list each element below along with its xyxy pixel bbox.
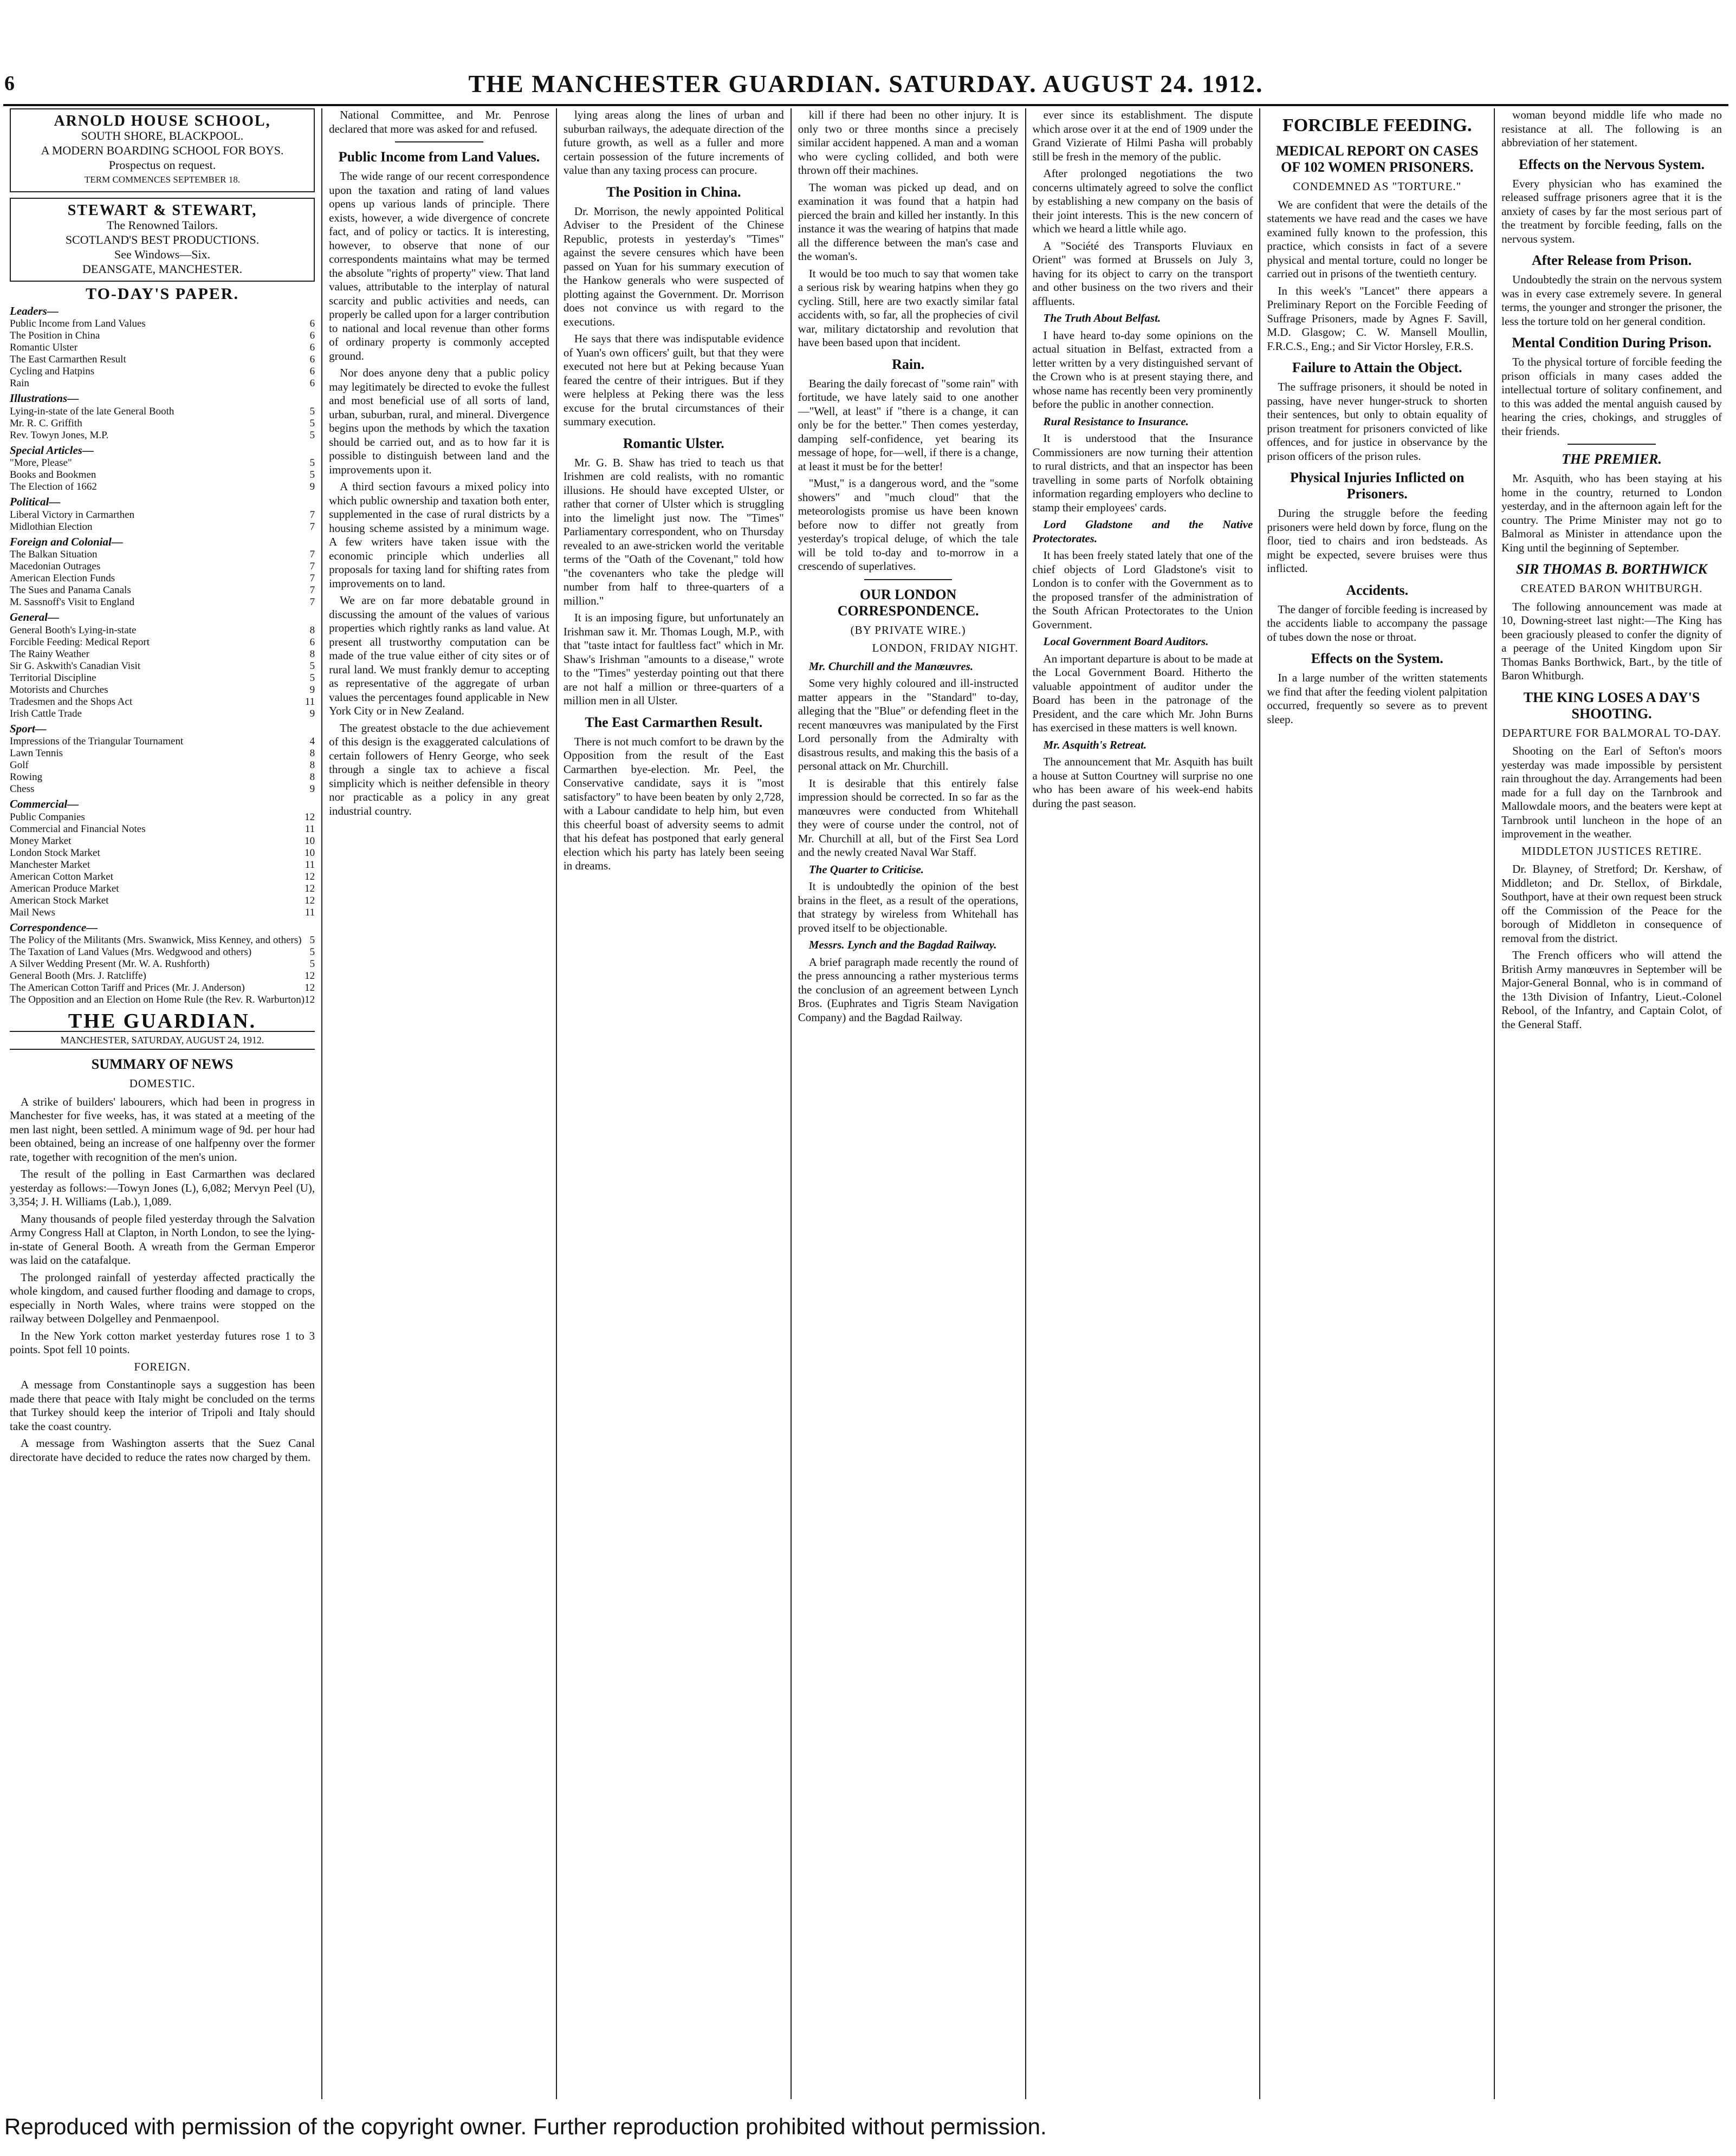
article-intro: National Committee, and Mr. Penrose declared that more was asked for and refused. (329, 108, 549, 135)
contents-item (10, 895, 315, 907)
contents-item-page: 7 (309, 509, 315, 521)
article-paragraph: The wide range of our recent correspondence upon the taxation and rating of land values opens up various lands of principle. There exists, however, a wide divergence of concrete fact, and of policy or tactics. It is interesting, however, to observe that none of our correspondents maintains what may be termed the absolute "rights of property" view. That land values, attributable to the interplay of natural scarcity and public activities and needs, can properly be called upon for a larger contribution to national and local revenue than other forms of ordinary property is commonly accepted ground. (329, 170, 549, 362)
ad-line: TERM COMMENCES SEPTEMBER 18. (84, 174, 241, 185)
contents-item-page: 7 (309, 549, 315, 560)
column-2 (322, 108, 557, 2099)
contents-item (10, 637, 315, 648)
article-paragraph: There is not much comfort to be drawn by the Opposition from the result of the East Carmarthen bye-election. Mr. Peel, the Conservative candidate, says it is "most satisfactory" to have been beaten by only 2,728, with a Labour candidate to help him, but even this cheerful boast of adversity seems to admit that his defeat has postponed that early general election which his party has lately been seeing in dreams. (563, 735, 784, 872)
article-paragraph: We are confident that were the details of the statements we have read and the cases we have examined fully known to the profession, this practice, which consists in fact of a severe physical and mental torture, could no longer be carried out in prisons of the twentieth century. (1267, 198, 1488, 280)
section-heading: Lord Gladstone and the Native Protectorates. (1032, 518, 1253, 545)
contents-item-label: American Election Funds (10, 573, 115, 584)
contents-item-label: Impressions of the Triangular Tournament (10, 736, 184, 747)
contents-item (10, 457, 315, 469)
contents-item (10, 342, 315, 354)
section-heading: Failure to Attain the Object. (1292, 360, 1462, 375)
article-heading-carmarthen: The East Carmarthen Result. (585, 714, 763, 730)
contents-item-page: 11 (305, 823, 315, 835)
contents-item-label: Motorists and Churches (10, 684, 108, 696)
article-heading-premier: THE PREMIER. (1562, 451, 1662, 467)
contents-item (10, 366, 315, 378)
contents-item-page: 12 (305, 982, 315, 993)
contents-item-page: 6 (309, 366, 315, 377)
contents-item-label: Forcible Feeding: Medical Report (10, 636, 150, 648)
article-heading-forcible-feeding: FORCIBLE FEEDING. (1282, 115, 1472, 135)
contents-item-label: Books and Bookmen (10, 469, 96, 480)
divider (864, 579, 953, 580)
contents-item-label: General Booth's Lying-in-state (10, 624, 137, 636)
column-4 (792, 108, 1026, 2099)
contents-item-label: Chess (10, 783, 35, 795)
article-paragraph: In a large number of the written statements we find that after the feeding violent palpitation occurred, frequently so severe as to prevent sleep. (1267, 671, 1488, 726)
contents-item (10, 907, 315, 919)
ad-line: SOUTH SHORE, BLACKPOOL. (81, 129, 244, 142)
contents-item (10, 648, 315, 660)
summary-sub: DOMESTIC. (129, 1077, 196, 1090)
article-heading-london-correspondence: OUR LONDON CORRESPONDENCE. (837, 586, 979, 619)
article-paragraph: Every physician who has examined the released suffrage prisoners agree that it is the anxiety of cases by far the most serious part of the treatment by forcible feeding, falls on the nervous system. (1501, 177, 1722, 245)
contents-heading: TO-DAY'S PAPER. (86, 285, 239, 303)
article-paragraph: The following announcement was made at 10, Downing-street last night:—The King has been graciously pleased to confer the dignity of a peerage of the United Kingdom upon Sir Thomas Banks Borthwick, Bart., by the title of Baron Whitburgh. (1501, 600, 1722, 682)
page-number: 6 (4, 72, 15, 95)
contents-item-label: The Position in China (10, 330, 100, 341)
contents-item (10, 847, 315, 859)
contents-item-page: 12 (305, 970, 315, 982)
contents-item (10, 430, 315, 441)
ad-line: The Renowned Tailors. (106, 218, 218, 232)
contents-item (10, 736, 315, 748)
contents-item-page: 5 (309, 660, 315, 672)
contents-item-page: 8 (309, 771, 315, 783)
contents-item-page: 7 (309, 521, 315, 532)
section-heading: Rural Resistance to Insurance. (1043, 414, 1189, 428)
contents-item (10, 469, 315, 481)
article-paragraph: Bearing the daily forecast of "some rain" with fortitude, we have lately said to one another—"Well, at least" if "there is a change, it can only be for the better." Then comes yesterday, damping self-confidence, yet bearing its message of hope, for—well, if there is a change, at least it must be for the better! (798, 376, 1019, 473)
contents-item-page: 12 (305, 811, 315, 823)
contents-item-page: 9 (309, 707, 315, 719)
article-paragraph: During the struggle before the feeding prisoners were held down by force, flung on the floor, tied to chairs and iron bedsteads. As might be expected, severe bruises were thus inflicted. (1267, 506, 1488, 575)
contents-item (10, 406, 315, 418)
contents-item-label: The Policy of the Militants (Mrs. Swanwick, Miss Kenney, and others) (10, 934, 302, 946)
ad-line: Prospectus on request. (108, 158, 216, 172)
section-heading: The Truth About Belfast. (1043, 311, 1161, 324)
copyright-notice: Reproduced with permission of the copyright owner. Further reproduction prohibited without permission. (4, 2114, 1047, 2139)
contents-item-label: The Balkan Situation (10, 549, 98, 560)
article-paragraph: The French officers who will attend the British Army manœuvres in September will be Major-General Bonnal, who is in command of the 13th Division of Infantry, Lieut.-Colonel Rebool, of the Infantry, and Captain Colot, of the General Staff. (1501, 949, 1722, 1031)
contents-item (10, 481, 315, 493)
contents-item-page: 5 (309, 417, 315, 429)
article-heading-king-shooting: THE KING LOSES A DAY'S SHOOTING. (1523, 689, 1700, 722)
article-paragraph: The suffrage prisoners, it should be noted in passing, have never hunger-struck to shorten their sentences, but only to obtain equality of prison treatment for prisoners convicted of like offences, and for justice in observance by the prison officers of the prison rules. (1267, 380, 1488, 463)
contents-item-page: 5 (309, 672, 315, 684)
article-paragraph: After prolonged negotiations the two concerns ultimately agreed to solve the conflict by establishing a new company on the basis of their joint interests. This is the new concern of which we heard a little while ago. (1032, 167, 1253, 235)
contents-item-page: 8 (309, 624, 315, 636)
contents-item-label: Rain (10, 378, 29, 389)
contents-item-page: 9 (309, 481, 315, 492)
contents-category: Sport— (10, 722, 47, 735)
article-paragraph: Mr. G. B. Shaw has tried to teach us that Irishmen are cold realists, with no romantic illusions. He should have excepted Ulster, or rather that corner of Ulster which is struggling into the limelight just now. The "Times" Parliamentary correspondent, who on Thursday revealed to an awe-stricken world the veritable terms of the "Oath of the Covenant," told how "the covenanters who take the pledge will number from half to three-quarters of a million." (563, 456, 784, 607)
ad-arnold-house (10, 108, 315, 192)
contents-item (10, 970, 315, 982)
contents-item-label: Lawn Tennis (10, 748, 63, 759)
foreign-paragraph: A message from Washington asserts that the Suez Canal directorate have decided to reduce the rates now charged by them. (10, 1437, 315, 1464)
column-5 (1026, 108, 1261, 2099)
article-paragraph: It has been freely stated lately that one of the chief objects of Lord Gladstone's visit to London is to confer with the Government as to the proposed transfer of the administration of the South African Protectorates to the Union Government. (1032, 549, 1253, 631)
contents-item-label: The Sues and Panama Canals (10, 585, 131, 596)
article-paragraph: It is desirable that this entirely false impression should be corrected. In so far as the manœuvres were conducted from Whitehall they were of course under the control, not of Mr. Churchill at all, but of the First Sea Lord and the newly created Naval War Staff. (798, 776, 1019, 859)
guardian-date-line: MANCHESTER, SATURDAY, AUGUST 24, 1912. (10, 1031, 315, 1050)
divider (1567, 444, 1656, 445)
contents-category: Illustrations— (10, 392, 79, 405)
article-paragraph: An important departure is about to be made at the Local Government Board. Hitherto the valuable appointment of auditor under the Board has been in the patronage of the President, and the care which Mr. John Burns has exercised in these matters is well known. (1032, 652, 1253, 734)
article-paragraph: Some very highly coloured and ill-instructed matter appears in the "Standard" to-day, alleging that the "Blue" or defending fleet in the recent manœuvres was manipulated by the First Lord personally from the Admiralty with disastrous results, and making this the basis of a personal attack on Mr. Churchill. (798, 677, 1019, 772)
contents-category: General— (10, 611, 59, 624)
contents-item-page: 7 (309, 561, 315, 572)
contents-item-page: 5 (309, 958, 315, 970)
summary-paragraph: Many thousands of people filed yesterday through the Salvation Army Congress Hall at Clapton, in North London, to see the lying-in-state of General Booth. A wreath from the German Emperor was laid on the catafalque. (10, 1212, 315, 1267)
contents-item-label: M. Sassnoff's Visit to England (10, 596, 135, 608)
contents-item (10, 883, 315, 895)
section-heading: Mental Condition During Prison. (1512, 335, 1712, 350)
contents-item-label: Mr. R. C. Griffith (10, 417, 82, 429)
article-heading-rain: Rain. (892, 356, 925, 372)
contents-item-page: 9 (309, 684, 315, 696)
contents-item-page: 6 (309, 636, 315, 648)
column-7 (1495, 108, 1728, 2099)
contents-item-label: The East Carmarthen Result (10, 354, 126, 365)
contents-item (10, 354, 315, 366)
summary-paragraph: The prolonged rainfall of yesterday affected practically the whole kingdom, and caused further flooding and damage to crops, especially in North Wales, where trains were stopped on the railway between Dolgelley and Penmaenpool. (10, 1270, 315, 1325)
section-heading: Messrs. Lynch and the Bagdad Railway. (808, 938, 997, 951)
article-subheading: DEPARTURE FOR BALMORAL TO-DAY. (1502, 726, 1721, 739)
ad-title: STEWART & STEWART, (67, 202, 257, 219)
masthead (0, 69, 1732, 102)
column-3 (557, 108, 792, 2099)
contents-item-page: 11 (305, 696, 315, 707)
contents-item-label: Territorial Discipline (10, 672, 96, 684)
article-paragraph: Dr. Morrison, the newly appointed Political Adviser to the President of the Chinese Republic, protests in yesterday's "Times" against the severe censures which have been passed on Yuan for his summary execution of the Hankow generals who were suspected of plotting against the Government. Dr. Morrison does not convince us with regard to the executions. (563, 204, 784, 328)
contents-item-label: London Stock Market (10, 847, 100, 859)
contents-item (10, 859, 315, 871)
contents-item (10, 660, 315, 672)
article-dateline: LONDON, FRIDAY NIGHT. (872, 641, 1019, 654)
section-heading: Effects on the System. (1311, 651, 1443, 666)
article-subheading: (BY PRIVATE WIRE.) (850, 623, 966, 637)
contents-item (10, 823, 315, 835)
contents-item (10, 418, 315, 430)
contents-item (10, 549, 315, 561)
article-paragraph: In this week's "Lancet" there appears a Preliminary Report on the Forcible Feeding of Suffrage Prisoners, made by Agnes F. Savill, M.D. Glasgow; C. W. Mansell Moullin, F.R.C.S., Eng.; and Sir Victor Horsley, F.R.S. (1267, 284, 1488, 353)
article-paragraph: A third section favours a mixed policy into which public ownership and taxation both enter, supplemented in the case of rural districts by a housing scheme assisted by a minimum wage. A few writers have taken issue with the economic principle which underlies all proposals for taxing land for shifting rates from improvements on to land. (329, 480, 549, 590)
contents-item-label: Money Market (10, 835, 72, 847)
contents-item (10, 871, 315, 883)
contents-item (10, 509, 315, 521)
contents-category: Correspondence— (10, 920, 98, 934)
contents-item (10, 672, 315, 684)
article-intro: ever since its establishment. The dispute which arose over it at the end of 1909 under the Grand Vizierate of Hilmi Pasha will probably still be fresh in the memory of the public. (1032, 108, 1253, 163)
article-heading-land-values: Public Income from Land Values. (338, 149, 540, 165)
contents-item-label: The American Cotton Tariff and Prices (Mr. J. Anderson) (10, 982, 245, 993)
contents-item-page: 12 (305, 894, 315, 906)
article-intro: lying areas along the lines of urban and suburban railways, the adequate direction of the future growth, as well as a fuller and more certain possession of the future increments of value than any taxing process can procure. (563, 108, 784, 177)
contents-item (10, 958, 315, 970)
article-heading-middleton: MIDDLETON JUSTICES RETIRE. (1521, 844, 1702, 858)
contents-category: Foreign and Colonial— (10, 535, 123, 548)
contents-item-page: 11 (305, 906, 315, 918)
article-subheading: MEDICAL REPORT ON CASES OF 102 WOMEN PRISONERS. (1275, 143, 1479, 175)
article-heading-borthwick: SIR THOMAS B. BORTHWICK (1516, 561, 1707, 577)
article-paragraph: We are on far more debatable ground in discussing the amount of the values of various properties which rightly ranks as land value. At present all trustworthy computation can be made of the true value either of city sites or of rural land. We must frankly demur to accepting as representative of the aggregate of urban values the percentages found applicable in New York City or in New Zealand. (329, 594, 549, 717)
article-intro: woman beyond middle life who made no resistance at all. The following is an abbreviation of her statement. (1501, 108, 1722, 149)
contents-item-label: The Rainy Weather (10, 648, 89, 660)
contents-item-page: 5 (309, 469, 315, 480)
contents-item-label: Midlothian Election (10, 521, 93, 532)
contents-item-page: 8 (309, 748, 315, 759)
contents-item-page: 7 (309, 573, 315, 584)
contents-item (10, 946, 315, 958)
contents-item-page: 6 (309, 318, 315, 329)
contents-item-page: 5 (309, 405, 315, 417)
divider (395, 141, 483, 142)
contents-item-page: 5 (309, 946, 315, 958)
contents-item (10, 835, 315, 847)
contents-item-label: Irish Cattle Trade (10, 707, 82, 719)
contents-item-label: Manchester Market (10, 859, 90, 871)
contents-item (10, 378, 315, 389)
article-paragraph: It would be too much to say that women take a serious risk by wearing hatpins when they go cycling. Still, here are two exactly similar fatal accidents with, so far, all the prophecies of civil war, military dictatorship and revolution that have been based upon that incident. (798, 267, 1019, 349)
article-paragraph: The greatest obstacle to the due achievement of this design is the exaggerated calculations of certain followers of Henry George, who seek through a single tax to achieve a fiscal simplicity which is neither defensible in theory nor practicable as a policy in any great industrial country. (329, 721, 549, 817)
article-paragraph: It is understood that the Insurance Commissioners are now turning their attention to rural districts, and that an inspector has been travelling in some parts of Norfolk obtaining information regarding employers who decline to stamp their employees' cards. (1032, 432, 1253, 514)
ad-stewart (10, 198, 315, 282)
contents-item (10, 330, 315, 342)
contents-item-label: General Booth (Mrs. J. Ratcliffe) (10, 970, 146, 982)
contents-item (10, 585, 315, 596)
article-paragraph: Shooting on the Earl of Sefton's moors yesterday was made impossible by persistent rain throughout the day. Arrangements had been made for a full day on the Tarnbrook and Mallowdale moors, and the beaters were kept at Tarnbrook until luncheon in the hope of an improvement in the weather. (1501, 744, 1722, 840)
section-heading: Physical Injuries Inflicted on Prisoners. (1290, 470, 1465, 502)
article-paragraph: It is undoubtedly the opinion of the best brains in the fleet, as a result of the operations, that strategy by wireless from Whitehall has proved itself to be objectionable. (798, 880, 1019, 934)
contents-item-label: The Taxation of Land Values (Mrs. Wedgwood and others) (10, 946, 252, 958)
contents-item-page: 8 (309, 648, 315, 660)
contents-category: Commercial— (10, 797, 79, 810)
contents-item-page: 6 (309, 342, 315, 353)
article-paragraph: To the physical torture of forcible feeding the prison officials in many cases added the intellectual torture of solitary confinement, and to this was added the mental anguish caused by hearing the cries, chokings, and struggles of their friends. (1501, 355, 1722, 438)
article-paragraph: It is an imposing figure, but unfortunately an Irishman saw it. Mr. Thomas Lough, M.P., with that "taste intact for faultless fact" which in Mr. Shaw's Irishman "amounts to a disease," wrote to the "Times" yesterday pointing out that there are not half a million or three-quarters of a million men in all Ulster. (563, 611, 784, 707)
contents-item (10, 684, 315, 696)
contents-item-label: Macedonian Outrages (10, 561, 101, 572)
contents-item-page: 9 (309, 783, 315, 795)
contents-item (10, 318, 315, 330)
contents-item-page: 5 (309, 457, 315, 469)
contents-item-label: Lying-in-state of the late General Booth (10, 405, 174, 417)
contents-category: Leaders— (10, 304, 59, 317)
contents-item-label: The Election of 1662 (10, 481, 97, 492)
contents-item-page: 6 (309, 330, 315, 341)
contents-item (10, 596, 315, 608)
contents-item (10, 521, 315, 533)
column-1 (3, 108, 322, 2099)
ad-line: DEANSGATE, MANCHESTER. (82, 262, 243, 276)
masthead-rule (3, 104, 1728, 106)
ad-title: ARNOLD HOUSE SCHOOL, (54, 113, 271, 129)
contents-category: Political— (10, 495, 61, 508)
contents-item-page: 6 (309, 378, 315, 389)
guardian-heading: THE GUARDIAN. (68, 1010, 257, 1032)
contents-item (10, 759, 315, 771)
article-paragraph: "Must," is a dangerous word, and the "some showers" and "much cloud" that the meteorologists promise us have been known before now to differ not greatly from yesterday's tropical deluge, of which the tale will be told to-day and to-morrow in a crescendo of superlatives. (798, 477, 1019, 573)
contents-item-page: 7 (309, 596, 315, 608)
contents-item (10, 783, 315, 795)
contents-item-label: The Opposition and an Election on Home Rule (the Rev. R. Warburton) (10, 994, 305, 1005)
section-heading: Effects on the Nervous System. (1519, 156, 1705, 172)
contents-item-label: Tradesmen and the Shops Act (10, 696, 133, 707)
ad-line: See Windows—Six. (114, 248, 211, 261)
contents-item-page: 10 (305, 835, 315, 847)
contents-item-label: Romantic Ulster (10, 342, 78, 353)
contents-item-label: Public Companies (10, 811, 85, 823)
contents-item-label: Rev. Towyn Jones, M.P. (10, 429, 109, 441)
contents-item-label: Liberal Victory in Carmarthen (10, 509, 135, 521)
summary-paragraph: In the New York cotton market yesterday futures rose 1 to 3 points. Spot fell 10 points. (10, 1329, 315, 1356)
article-paragraph: He says that there was indisputable evidence of Yuan's own officers' guilt, but that they were executed not here but at Peking because Yuan feared the centre of their intrigues. But if they were helpless at Peking there was the less excuse for the brutal circumstances of their summary execution. (563, 332, 784, 428)
article-subheading: CONDEMNED AS "TORTURE." (1293, 180, 1462, 193)
article-paragraph: Nor does anyone deny that a public policy may legitimately be directed to evoke the fullest and most beneficial use of all sorts of land, urban, suburban, rural, and mineral. Divergence begins upon the methods by which the taxation should be carried out, and as to how far it is possible to distinguish between land and the improvements upon it. (329, 366, 549, 476)
contents-category: Special Articles— (10, 443, 94, 457)
article-heading-china: The Position in China. (606, 184, 741, 200)
contents-item (10, 982, 315, 994)
article-paragraph: I have heard to-day some opinions on the actual situation in Belfast, extracted from a letter written by a very distinguished servant of the Crown who is at present staying there, and whose name has recently been very prominently before the public in another connection. (1032, 328, 1253, 411)
contents-item-label: Commercial and Financial Notes (10, 823, 146, 835)
newspaper-columns (3, 108, 1728, 2099)
contents-item-label: Mail News (10, 906, 55, 918)
contents-item (10, 573, 315, 585)
article-paragraph: The woman was picked up dead, and on examination it was found that a hatpin had pierced the brain and killed her instantly. In this instance it was the wearing of hatpins that made all the difference between the man's case and the woman's. (798, 180, 1019, 263)
contents-item-label: Cycling and Hatpins (10, 366, 95, 377)
article-paragraph: Dr. Blayney, of Stretford; Dr. Kershaw, of Middleton; and Dr. Stellox, of Birkdale, Southport, have at their own request been struck off the Commission of the Peace for the borough of Middleton in consequence of removal from the district. (1501, 862, 1722, 945)
ad-line: SCOTLAND'S BEST PRODUCTIONS. (65, 233, 260, 246)
contents-item-page: 11 (305, 859, 315, 871)
section-heading: Accidents. (1346, 582, 1409, 598)
contents-item-page: 10 (305, 847, 315, 859)
contents-item-page: 5 (309, 429, 315, 441)
article-intro: kill if there had been no other injury. It is only two or three months since a precisely similar accident happened. A man and a woman who were cycling collided, and both were thrown off their machines. (798, 108, 1019, 177)
contents-item (10, 708, 315, 720)
contents-item-label: American Cotton Market (10, 871, 114, 882)
section-heading: The Quarter to Criticise. (808, 862, 924, 876)
contents-item-label: Golf (10, 759, 29, 771)
article-paragraph: The announcement that Mr. Asquith has built a house at Sutton Courtney will surprise no one who has been aware of his week-end habits during the past season. (1032, 755, 1253, 810)
foreign-heading: FOREIGN. (134, 1360, 191, 1373)
contents-index (10, 287, 315, 1006)
contents-item-page: 6 (309, 354, 315, 365)
foreign-paragraph: A message from Constantinople says a suggestion has been made there that peace with Italy might be concluded on the terms that Turkey should keep the interior of Tripoli and Italy should take the coast country. (10, 1378, 315, 1433)
contents-item-label: American Produce Market (10, 882, 119, 894)
section-heading: Mr. Asquith's Retreat. (1043, 738, 1147, 751)
contents-item (10, 771, 315, 783)
newspaper-title: THE MANCHESTER GUARDIAN. SATURDAY. AUGUST 24. 1912. (468, 70, 1264, 98)
contents-item-label: American Stock Market (10, 894, 109, 906)
section-heading: After Release from Prison. (1532, 252, 1692, 268)
contents-item-page: 5 (309, 934, 315, 946)
contents-item-label: Rowing (10, 771, 43, 783)
article-paragraph: Mr. Asquith, who has been staying at his home in the country, returned to London yesterday, and in the afternoon again left for the country. The Prime Minister may not go to Balmoral as Minister in attendance upon the King until the beginning of September. (1501, 472, 1722, 554)
contents-item (10, 625, 315, 637)
article-subheading: CREATED BARON WHITBURGH. (1520, 582, 1703, 595)
contents-item-page: 8 (309, 759, 315, 771)
column-6 (1260, 108, 1495, 2099)
contents-item-label: "More, Please" (10, 457, 72, 469)
contents-item (10, 811, 315, 823)
article-paragraph: A "Société des Transports Fluviaux en Orient" was formed at Brussels on July 3, having for its object to carry on the transport and other business on the two rivers and their affluents. (1032, 239, 1253, 308)
section-heading: Local Government Board Auditors. (1043, 635, 1209, 648)
contents-item-label: A Silver Wedding Present (Mr. W. A. Rushforth) (10, 958, 210, 970)
contents-item (10, 696, 315, 708)
contents-item-page: 7 (309, 585, 315, 596)
summary-heading: SUMMARY OF NEWS (91, 1056, 234, 1072)
contents-item-page: 12 (305, 882, 315, 894)
section-heading: Mr. Churchill and the Manœuvres. (808, 659, 974, 673)
contents-item-page: 4 (309, 736, 315, 747)
article-paragraph: A brief paragraph made recently the round of the press announcing a rather mysterious terms the conclusion of an agreement between Lynch Bros. (Euphrates and Tigris Steam Navigation Company) and the Bagdad Railway. (798, 955, 1019, 1024)
contents-item-label: Public Income from Land Values (10, 318, 146, 329)
contents-list (10, 304, 315, 1006)
summary-paragraph: The result of the polling in East Carmarthen was declared yesterday as follows:—Towyn Jones (L), 6,082; Mervyn Peel (U), 3,354; J. H. Williams (Lab.), 1,089. (10, 1167, 315, 1208)
contents-item (10, 561, 315, 573)
article-paragraph: The danger of forcible feeding is increased by the accidents liable to accompany the passage of tubes down the nose or throat. (1267, 602, 1488, 644)
article-paragraph: Undoubtedly the strain on the nervous system was in every case extremely severe. In general terms, the younger and stronger the prisoner, the less the torture told on her general condition. (1501, 273, 1722, 328)
contents-item-label: Sir G. Askwith's Canadian Visit (10, 660, 141, 672)
ad-line: A MODERN BOARDING SCHOOL FOR BOYS. (41, 144, 284, 157)
contents-item (10, 994, 315, 1006)
article-heading-ulster: Romantic Ulster. (623, 435, 724, 451)
summary-paragraph: A strike of builders' labourers, which had been in progress in Manchester for five weeks, has, it was stated at a meeting of the men last night, been settled. A minimum wage of 9d. per hour had been obtained, being an increase of one halfpenny over the former rate, together with recognition of the men's union. (10, 1095, 315, 1164)
contents-item (10, 748, 315, 759)
contents-item-page: 12 (305, 994, 315, 1005)
contents-item (10, 934, 315, 946)
contents-item-page: 12 (305, 871, 315, 882)
